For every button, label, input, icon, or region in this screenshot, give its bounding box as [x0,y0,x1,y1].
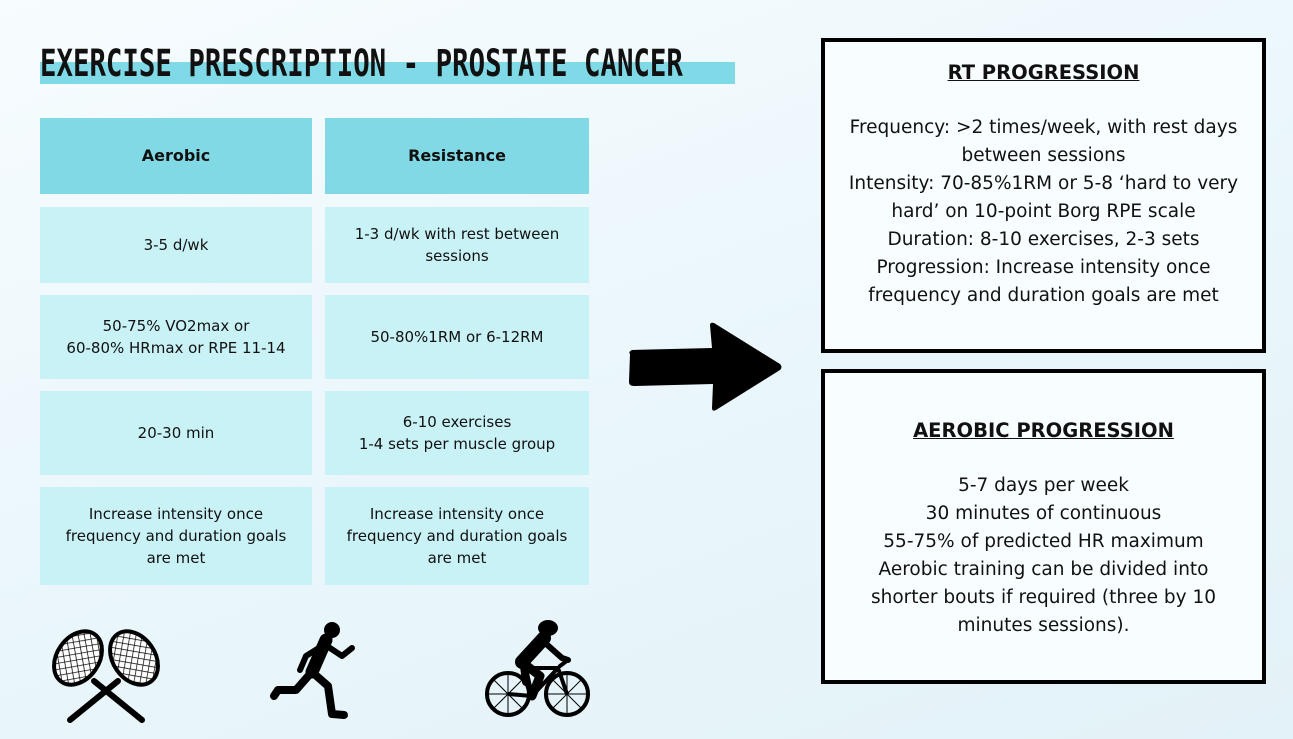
page-title: EXERCISE PRESCRIPTION - PROSTATE CANCER [40,42,683,85]
runner-icon [270,620,360,722]
aerobic-progression-box [821,369,1266,684]
cell-line: sessions [425,247,489,265]
cell-line: 50-80%1RM or 6-12RM [370,328,544,346]
table-cell-aerobic [40,391,312,475]
rt-progression-title: RT PROGRESSION [947,61,1140,84]
cell-line: are met [146,549,206,567]
table-cell-resistance [325,207,589,283]
cell-line: 6-10 exercises [402,413,512,431]
rt-line: hard’ on 10-point Borg RPE scale [891,201,1196,222]
rt-line: Progression: Increase intensity once [876,257,1211,278]
table-cell-resistance [325,391,589,475]
cell-line: 60-80% HRmax or RPE 11-14 [66,339,286,357]
aerobic-line: 5-7 days per week [958,475,1129,496]
cell-line: are met [427,549,487,567]
aerobic-line: Aerobic training can be divided into [878,559,1209,580]
aerobic-line: minutes sessions). [957,615,1130,636]
table-cell-aerobic [40,295,312,379]
cell-line: 50-75% VO2max or [102,317,250,335]
aerobic-line: 55-75% of predicted HR maximum [883,531,1204,552]
rt-line: Frequency: >2 times/week, with rest days [849,117,1238,138]
cell-line: frequency and duration goals [65,527,287,545]
table-cell-aerobic [40,487,312,585]
aerobic-line: shorter bouts if required (three by 10 [870,587,1217,608]
rt-line: between sessions [961,145,1126,166]
cell-line: 1-3 d/wk with rest between [354,225,560,243]
table-cell-resistance [325,487,589,585]
rt-line: Intensity: 70-85%1RM or 5-8 ‘hard to very [848,173,1239,194]
table-cell-resistance [325,295,589,379]
cell-line: Increase intensity once [369,505,545,523]
cell-line: 1-4 sets per muscle group [358,435,556,453]
aerobic-progression-title: AEROBIC PROGRESSION [913,419,1174,442]
rt-line: frequency and duration goals are met [868,285,1219,306]
table-header-aerobic: Aerobic [40,118,312,194]
rt-line: Duration: 8-10 exercises, 2-3 sets [887,229,1200,250]
cyclist-icon [482,616,594,724]
cell-line: frequency and duration goals [346,527,568,545]
title-area [40,40,740,92]
table-header-resistance: Resistance [325,118,589,194]
cell-line: 20-30 min [137,424,215,442]
right-arrow-icon [626,322,784,412]
tennis-rackets-icon [44,626,168,726]
table-cell-aerobic [40,207,312,283]
rt-progression-box [821,38,1266,353]
aerobic-line: 30 minutes of continuous [925,503,1162,524]
cell-line: 3-5 d/wk [143,236,209,254]
cell-line: Increase intensity once [88,505,264,523]
